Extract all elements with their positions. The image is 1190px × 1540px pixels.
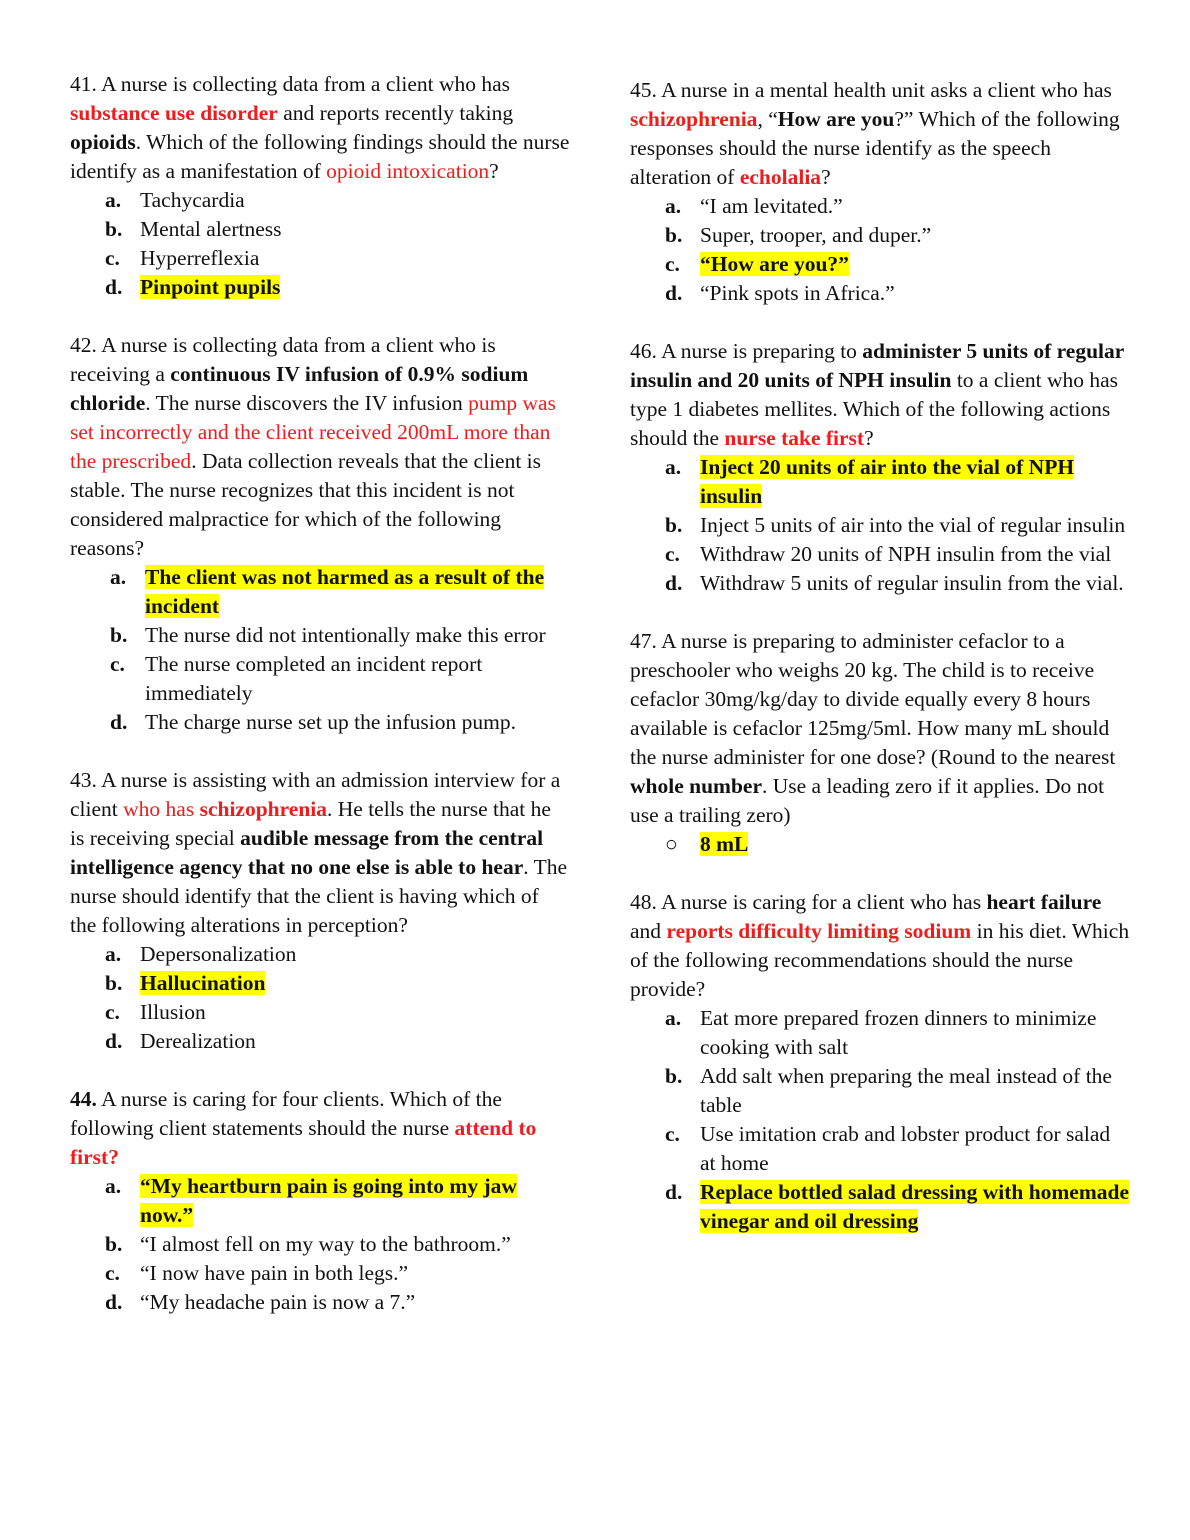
stem-text: . He tells the nurse that he is receiving special bbox=[70, 797, 551, 850]
question-42 bbox=[70, 331, 570, 737]
option-c bbox=[70, 244, 570, 273]
stem-text: 45. A nurse in a mental health unit asks a client who has bbox=[630, 78, 1112, 102]
stem-bold: 44. bbox=[70, 1087, 97, 1111]
stem-text: ? bbox=[821, 165, 831, 189]
option-text: “My headache pain is now a 7.” bbox=[140, 1290, 416, 1314]
option-letter: d. bbox=[665, 281, 683, 305]
option-d bbox=[70, 708, 570, 737]
option-letter: a. bbox=[665, 1006, 682, 1030]
option-c bbox=[70, 998, 570, 1027]
option-text: Inject 5 units of air into the vial of regular insulin bbox=[700, 513, 1126, 537]
question-44-stem bbox=[70, 1085, 570, 1172]
option-letter: d. bbox=[105, 1029, 123, 1053]
option-letter: c. bbox=[665, 252, 680, 276]
option-text: The charge nurse set up the infusion pump. bbox=[145, 710, 516, 734]
stem-bold: heart failure bbox=[986, 890, 1102, 914]
option-letter: b. bbox=[105, 217, 123, 241]
stem-text: 48. A nurse is caring for a client who has bbox=[630, 890, 987, 914]
stem-text: 41. A nurse is collecting data from a client who has bbox=[70, 72, 511, 96]
option-letter: d. bbox=[110, 710, 128, 734]
option-text: “I almost fell on my way to the bathroom.” bbox=[140, 1232, 511, 1256]
highlighted-answer: Inject 20 units of air into the vial of NPH insulin bbox=[700, 455, 1075, 508]
question-45-stem bbox=[630, 76, 1130, 192]
option-text: “Pink spots in Africa.” bbox=[700, 281, 895, 305]
stem-bold: whole number bbox=[630, 774, 762, 798]
option-text: Use imitation crab and lobster product for salad at home bbox=[700, 1122, 1111, 1175]
option-text: Super, trooper, and duper.” bbox=[700, 223, 932, 247]
question-42-stem bbox=[70, 331, 570, 563]
option-letter: a. bbox=[105, 188, 122, 212]
option-letter: a. bbox=[665, 455, 682, 479]
option-letter: c. bbox=[105, 1000, 120, 1024]
stem-text: . The nurse discovers the IV infusion bbox=[145, 391, 469, 415]
highlighted-answer: Hallucination bbox=[140, 971, 266, 995]
option-letter: a. bbox=[105, 942, 122, 966]
stem-text: . The nurse should identify that the client is having which of the following alterations in perception? bbox=[70, 855, 568, 937]
question-47-answer bbox=[630, 830, 1130, 859]
stem-red-bold: reports difficulty limiting sodium bbox=[666, 919, 972, 943]
stem-red-bold: nurse take first bbox=[724, 426, 865, 450]
option-d bbox=[630, 279, 1130, 308]
option-letter: c. bbox=[665, 542, 680, 566]
option-text: “I am levitated.” bbox=[700, 194, 843, 218]
option-text: Eat more prepared frozen dinners to minimize cooking with salt bbox=[700, 1006, 1097, 1059]
question-46-options bbox=[630, 453, 1130, 598]
option-a-correct bbox=[70, 1172, 570, 1230]
question-46-stem bbox=[630, 337, 1130, 453]
option-d bbox=[630, 569, 1130, 598]
stem-text: 46. A nurse is preparing to bbox=[630, 339, 863, 363]
option-text: Hyperreflexia bbox=[140, 246, 260, 270]
stem-red-bold: substance use disorder bbox=[70, 101, 278, 125]
highlighted-answer: Pinpoint pupils bbox=[140, 275, 281, 299]
option-letter: c. bbox=[105, 1261, 120, 1285]
stem-red-bold: attend to first? bbox=[70, 1116, 537, 1169]
stem-text: ? bbox=[864, 426, 874, 450]
question-46 bbox=[630, 337, 1130, 598]
stem-text: and reports recently taking bbox=[277, 101, 514, 125]
option-letter: b. bbox=[105, 1232, 123, 1256]
option-text: Illusion bbox=[140, 1000, 206, 1024]
option-c-correct bbox=[630, 250, 1130, 279]
option-letter: b. bbox=[105, 971, 123, 995]
question-42-options bbox=[70, 563, 570, 737]
stem-text: ?” Which of the following responses should the nurse identify as the speech alteration of bbox=[630, 107, 1120, 189]
option-letter: d. bbox=[105, 1290, 123, 1314]
stem-red: pump was set incorrectly and the client received 200mL more than the prescribed bbox=[70, 391, 556, 473]
question-44 bbox=[70, 1085, 570, 1317]
option-a bbox=[630, 192, 1130, 221]
highlighted-answer: 8 mL bbox=[700, 832, 749, 856]
option-letter: b. bbox=[110, 623, 128, 647]
question-41-stem bbox=[70, 70, 570, 186]
option-a bbox=[70, 186, 570, 215]
stem-bold: audible message from the central intelligence agency that no one else is able to hear bbox=[70, 826, 544, 879]
stem-bold: continuous IV infusion of 0.9% sodium chloride bbox=[70, 362, 529, 415]
question-48 bbox=[630, 888, 1130, 1236]
option-b bbox=[70, 1230, 570, 1259]
highlighted-answer: The client was not harmed as a result of the incident bbox=[145, 565, 545, 618]
stem-text: 43. A nurse is assisting with an admission interview for a client bbox=[70, 768, 561, 821]
option-b bbox=[630, 1062, 1130, 1120]
stem-red-bold: echolalia bbox=[739, 165, 822, 189]
question-43-options bbox=[70, 940, 570, 1056]
option-text: “I now have pain in both legs.” bbox=[140, 1261, 409, 1285]
option-d bbox=[70, 1288, 570, 1317]
stem-text: to a client who has type 1 diabetes mellites. Which of the following actions should the bbox=[630, 368, 1119, 450]
stem-text: ? bbox=[489, 159, 499, 183]
option-a-correct bbox=[630, 453, 1130, 511]
option-letter: a. bbox=[110, 565, 127, 589]
stem-text: . Data collection reveals that the client is stable. The nurse recognizes that this incident is not considered malpractice for which of the following reasons? bbox=[70, 449, 542, 560]
option-b bbox=[630, 511, 1130, 540]
option-text: Depersonalization bbox=[140, 942, 297, 966]
question-45 bbox=[630, 76, 1130, 308]
option-text: The nurse did not intentionally make this error bbox=[145, 623, 546, 647]
right-column bbox=[630, 76, 1130, 1265]
circle-bullet-icon: ○ bbox=[665, 832, 678, 856]
option-letter: a. bbox=[665, 194, 682, 218]
question-48-options bbox=[630, 1004, 1130, 1236]
stem-text: , “ bbox=[757, 107, 778, 131]
option-letter: b. bbox=[665, 1064, 683, 1088]
option-a bbox=[70, 940, 570, 969]
question-41 bbox=[70, 70, 570, 302]
option-d bbox=[70, 1027, 570, 1056]
option-text: Withdraw 20 units of NPH insulin from the vial bbox=[700, 542, 1112, 566]
option-d-correct bbox=[70, 273, 570, 302]
option-letter: d. bbox=[665, 571, 683, 595]
question-48-stem bbox=[630, 888, 1130, 1004]
stem-text: A nurse is caring for four clients. Which of the following client statements should the nurse bbox=[70, 1087, 502, 1140]
option-b bbox=[630, 221, 1130, 250]
option-text: Derealization bbox=[140, 1029, 256, 1053]
question-43-stem bbox=[70, 766, 570, 940]
stem-bold: administer 5 units of regular insulin and 20 units of NPH insulin bbox=[630, 339, 1124, 392]
option-letter: c. bbox=[665, 1122, 680, 1146]
left-column bbox=[70, 70, 570, 1346]
stem-text: in his diet. Which of the following recommendations should the nurse provide? bbox=[630, 919, 1130, 1001]
option-letter: b. bbox=[665, 513, 683, 537]
stem-text: 47. A nurse is preparing to administer cefaclor to a preschooler who weighs 20 kg. The child is to receive cefaclor 30mg/kg/day to divide equally every 8 hours available is cefaclor 125mg/5ml. How many mL should the nurse administer for one dose? (Round to the nearest bbox=[630, 629, 1116, 769]
stem-text: . Which of the following findings should the nurse identify as a manifestation of bbox=[70, 130, 570, 183]
stem-red: who has bbox=[123, 797, 200, 821]
answer-line bbox=[630, 830, 1130, 859]
option-b-correct bbox=[70, 969, 570, 998]
question-44-options bbox=[70, 1172, 570, 1317]
option-d-correct bbox=[630, 1178, 1130, 1236]
option-c bbox=[70, 650, 570, 708]
stem-bold: How are you bbox=[777, 107, 895, 131]
question-47 bbox=[630, 627, 1130, 859]
option-text: Withdraw 5 units of regular insulin from the vial. bbox=[700, 571, 1124, 595]
question-43 bbox=[70, 766, 570, 1056]
stem-bold: opioids bbox=[70, 130, 136, 154]
option-text: Mental alertness bbox=[140, 217, 282, 241]
option-letter: c. bbox=[110, 652, 125, 676]
question-45-options bbox=[630, 192, 1130, 308]
stem-red-bold: schizophrenia bbox=[199, 797, 328, 821]
highlighted-answer: Replace bottled salad dressing with homemade vinegar and oil dressing bbox=[700, 1180, 1130, 1233]
question-41-options bbox=[70, 186, 570, 302]
option-c bbox=[630, 1120, 1130, 1178]
option-text: The nurse completed an incident report immediately bbox=[145, 652, 483, 705]
option-b bbox=[70, 215, 570, 244]
option-letter: c. bbox=[105, 246, 120, 270]
highlighted-answer: “My heartburn pain is going into my jaw now.” bbox=[140, 1174, 517, 1227]
option-b bbox=[70, 621, 570, 650]
stem-text: and bbox=[630, 919, 667, 943]
option-letter: d. bbox=[665, 1180, 683, 1204]
option-text: Add salt when preparing the meal instead of the table bbox=[700, 1064, 1112, 1117]
option-text: Tachycardia bbox=[140, 188, 245, 212]
option-c bbox=[630, 540, 1130, 569]
stem-text: . Use a leading zero if it applies. Do not use a trailing zero) bbox=[630, 774, 1105, 827]
stem-text: 42. A nurse is collecting data from a client who is receiving a bbox=[70, 333, 496, 386]
option-a-correct bbox=[70, 563, 570, 621]
stem-red: opioid intoxication bbox=[326, 159, 490, 183]
option-a bbox=[630, 1004, 1130, 1062]
option-letter: d. bbox=[105, 275, 123, 299]
option-c bbox=[70, 1259, 570, 1288]
question-47-stem bbox=[630, 627, 1130, 830]
option-letter: b. bbox=[665, 223, 683, 247]
stem-red-bold: schizophrenia bbox=[630, 107, 758, 131]
option-letter: a. bbox=[105, 1174, 122, 1198]
highlighted-answer: “How are you?” bbox=[700, 252, 849, 276]
